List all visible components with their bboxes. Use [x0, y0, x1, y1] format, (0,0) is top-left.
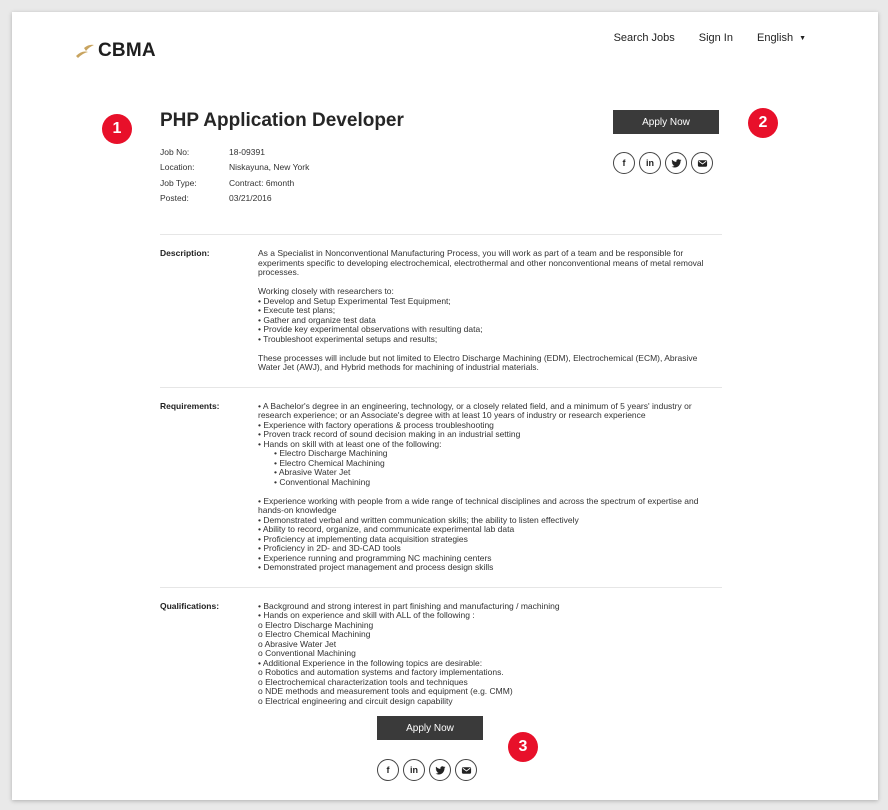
sub-list-item: • Abrasive Water Jet	[274, 467, 351, 477]
meta-row-location	[160, 160, 309, 176]
meta-value: 18-09391	[229, 146, 265, 157]
twitter-icon[interactable]	[429, 759, 451, 781]
list-item: • Demonstrated verbal and written communication skills; the ability to listen effectively	[258, 514, 579, 525]
requirements-list-a	[258, 402, 722, 488]
list-item: • Background and strong interest in part finishing and manufacturing / machining	[258, 600, 560, 611]
linkedin-icon[interactable]: in	[639, 152, 661, 174]
meta-label: Job Type:	[160, 177, 197, 188]
nav-sign-in[interactable]: Sign In	[698, 32, 733, 44]
brand-logo[interactable]	[74, 39, 156, 63]
list-item: • Troubleshoot experimental setups and results;	[258, 333, 438, 344]
meta-value: Niskayuna, New York	[229, 162, 310, 173]
meta-value: Contract: 6month	[229, 177, 295, 188]
meta-label: Job No:	[160, 146, 190, 157]
facebook-icon[interactable]: f	[613, 152, 635, 174]
list-item: • Additional Experience in the following topics are desirable:	[258, 657, 483, 668]
caret-down-icon: ▼	[799, 35, 806, 42]
logo-mark-icon	[74, 42, 96, 60]
list-item: • Provide key experimental observations with resulting data;	[258, 324, 483, 334]
list-item: • Hands on skill with at least one of the following:	[258, 438, 442, 449]
job-content	[160, 234, 722, 720]
job-detail-page	[12, 12, 878, 800]
qualifications-section	[160, 587, 722, 721]
annotation-badge-3: 3	[508, 732, 538, 762]
list-item: • Demonstrated project management and process design skills	[258, 562, 494, 572]
meta-value: 03/21/2016	[229, 193, 272, 204]
nav-search-jobs[interactable]: Search Jobs	[613, 32, 675, 44]
share-buttons-bottom	[377, 759, 477, 781]
meta-row-job-no	[160, 144, 309, 160]
job-meta	[160, 144, 309, 206]
list-item: • Hands on experience and skill with ALL of the following :	[258, 610, 475, 620]
list-item: o Electro Discharge Machining	[258, 619, 374, 630]
list-item: • Experience working with people from a wide range of technical disciplines and across the spectrum of expertise and hands-on knowledge	[258, 495, 699, 515]
brand-name: CBMA	[98, 40, 156, 61]
job-title: PHP Application Developer	[160, 110, 404, 131]
share-buttons-top	[613, 152, 713, 174]
requirements-list-b	[258, 497, 722, 573]
apply-now-button-bottom[interactable]: Apply Now	[377, 716, 483, 740]
list-item: o Electrical engineering and circuit design capability	[258, 695, 453, 706]
requirements-body	[258, 402, 722, 573]
list-item: o Abrasive Water Jet	[258, 638, 337, 649]
email-icon[interactable]	[691, 152, 713, 174]
list-item: • Develop and Setup Experimental Test Equipment;	[258, 295, 451, 306]
list-item: o Electrochemical characterization tools and techniques	[258, 676, 468, 687]
meta-row-job-type	[160, 175, 309, 191]
annotation-badge-1: 1	[102, 114, 132, 144]
meta-label: Posted:	[160, 193, 189, 204]
requirements-section	[160, 387, 722, 587]
list-item: • Experience with factory operations & process troubleshooting	[258, 419, 494, 430]
list-item: • Gather and organize test data	[258, 314, 376, 325]
description-list	[258, 287, 722, 344]
apply-now-button-top[interactable]: Apply Now	[613, 110, 719, 134]
list-item: • Proficiency at implementing data acquisition strategies	[258, 533, 468, 544]
list-item: Working closely with researchers to:	[258, 286, 394, 296]
list-item: o Conventional Machining	[258, 648, 356, 658]
sub-list-item: • Electro Chemical Machining	[274, 457, 385, 468]
meta-row-posted	[160, 191, 309, 207]
list-item: • Proficiency in 2D- and 3D-CAD tools	[258, 543, 401, 553]
list-item: • Ability to record, organize, and communicate experimental lab data	[258, 524, 515, 534]
qualifications-label: Qualifications:	[160, 600, 220, 611]
requirements-label: Requirements:	[160, 400, 220, 411]
top-nav	[614, 32, 806, 44]
sub-list-item: • Conventional Machining	[274, 476, 371, 487]
list-item: o Robotics and automation systems and factory implementations.	[258, 667, 504, 677]
list-item: • Experience running and programming NC machining centers	[258, 552, 492, 563]
linkedin-icon[interactable]: in	[403, 759, 425, 781]
description-body	[258, 249, 722, 373]
facebook-icon[interactable]: f	[377, 759, 399, 781]
description-intro: As a Specialist in Nonconventional Manufacturing Process, you will work as part of a team and be responsible for experiments specific to developing electrochemical, electrothermal and other nonconventional means of metal removal processes.	[258, 248, 704, 277]
list-item: • Proven track record of sound decision making in an industrial setting	[258, 429, 521, 439]
twitter-icon[interactable]	[665, 152, 687, 174]
list-item: • Execute test plans;	[258, 305, 336, 315]
email-icon[interactable]	[455, 759, 477, 781]
description-outro: These processes will include but not limited to Electro Discharge Machining (EDM), Electrochemical (ECM), Abrasive Water Jet (AWJ), and Hybrid methods for machining of industrial materials.	[258, 352, 698, 372]
list-item: • A Bachelor's degree in an engineering, technology, or a closely related field, and a minimum of 5 years' industry or research experience; or an Associate's degree with at least 10 years of industry or research experience	[258, 400, 692, 420]
list-item: o Electro Chemical Machining	[258, 629, 371, 639]
annotation-badge-2: 2	[748, 108, 778, 138]
language-label: English	[756, 32, 794, 44]
sub-list-item: • Electro Discharge Machining	[274, 448, 388, 458]
language-select[interactable]	[757, 32, 806, 44]
meta-label: Location:	[160, 162, 195, 173]
qualifications-body	[258, 602, 722, 707]
description-section	[160, 234, 722, 387]
description-label: Description:	[160, 248, 210, 258]
list-item: o NDE methods and measurement tools and equipment (e.g. CMM)	[258, 686, 513, 696]
